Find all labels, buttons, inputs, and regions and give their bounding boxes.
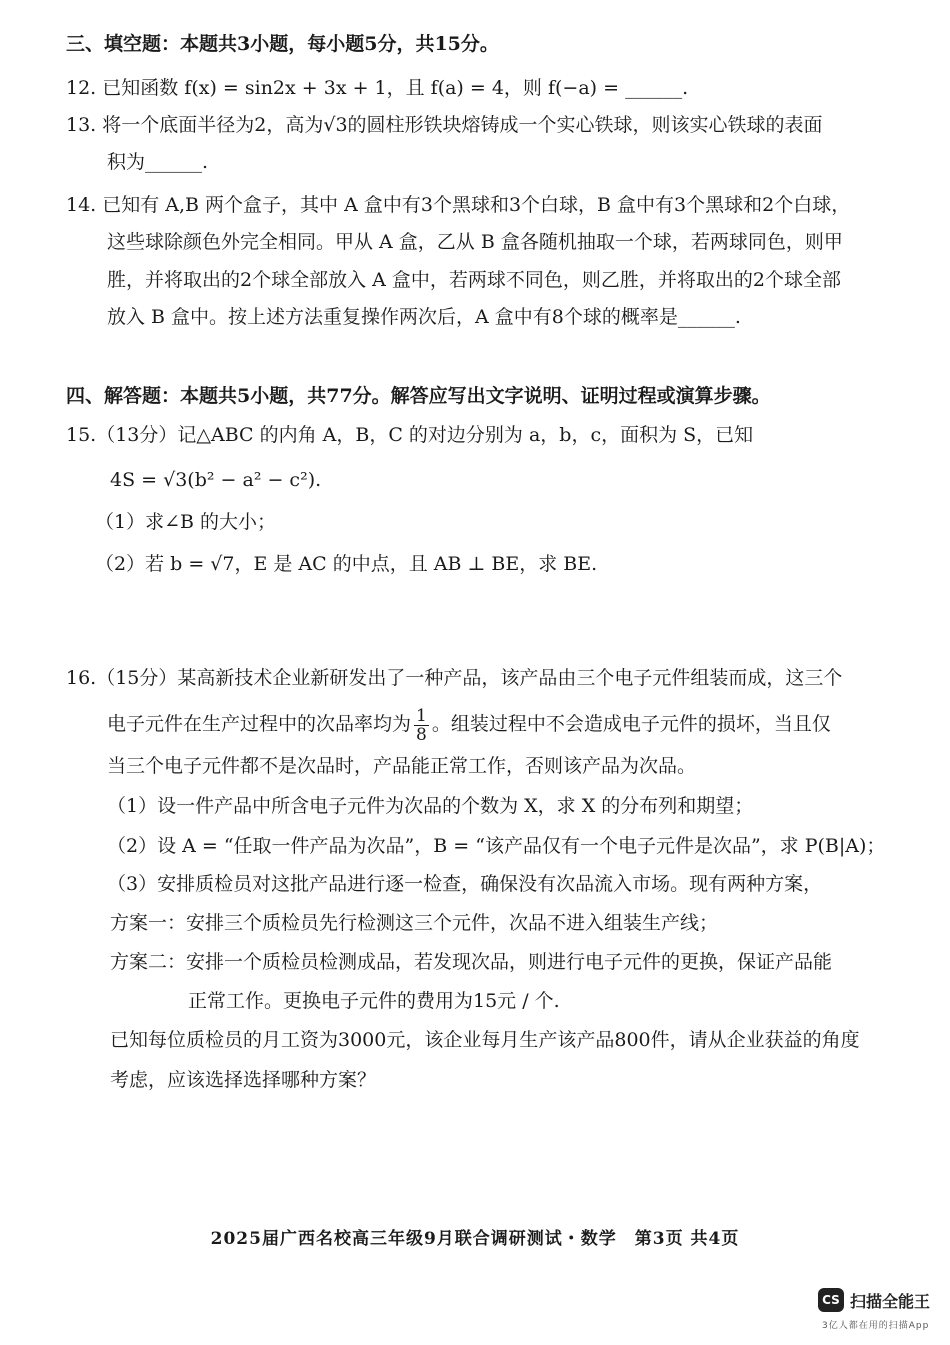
question-14-line-2: 这些球除颜色外完全相同。甲从 A 盒，乙从 B 盒各随机抽取一个球，若两球同色，则甲 [107, 231, 843, 253]
question-16-line-3: 当三个电子元件都不是次品时，产品能正常工作，否则该产品为次品。 [107, 755, 697, 777]
question-16-line-2-end: 。组装过程中不会造成电子元件的损坏，当且仅 [431, 713, 831, 735]
question-16-part-2: （2）设 A = “任取一件产品为次品”，B = “该产品仅有一个电子元件是次品”，求 P(B|A)； [107, 835, 886, 857]
question-14-line-1: 14. 已知有 A,B 两个盒子，其中 A 盒中有3个黑球和3个白球，B 盒中有3个黑球和2个白球， [66, 194, 851, 216]
question-16-part-1: （1）设一件产品中所含电子元件为次品的个数为 X，求 X 的分布列和期望； [107, 795, 754, 817]
question-16-line-2 [107, 704, 831, 744]
question-15-part-1: （1）求∠B 的大小； [95, 511, 277, 533]
scanner-watermark [818, 1288, 930, 1312]
question-16-plan-2-line-1: 方案二：安排一个质检员检测成品，若发现次品，则进行电子元件的更换，保证产品能 [110, 951, 833, 973]
camscanner-logo-icon: CS [818, 1288, 844, 1312]
section-4-heading: 四、解答题：本题共5小题，共77分。解答应写出文字说明、证明过程或演算步骤。 [66, 385, 771, 407]
watermark-app-name: 扫描全能王 [850, 1291, 931, 1311]
question-16-tail-line-1: 已知每位质检员的月工资为3000元，该企业每月生产该产品800件，请从企业获益的角度 [110, 1029, 860, 1051]
question-16-plan-2-line-2: 正常工作。更换电子元件的费用为15元 / 个. [188, 990, 560, 1012]
defect-rate-fraction [414, 707, 429, 744]
question-14-line-4: 放入 B 盒中。按上述方法重复操作两次后，A 盒中有8个球的概率是______. [107, 306, 741, 328]
question-16-part-3: （3）安排质检员对这批产品进行逐一检查，确保没有次品流入市场。现有两种方案， [107, 873, 823, 895]
question-12: 12. 已知函数 f(x) = sin2x + 3x + 1，且 f(a) = 4，则 f(−a) = ______. [66, 77, 689, 99]
question-16-line-2-start: 电子元件在生产过程中的次品率均为 [107, 713, 412, 735]
fraction-numerator: 1 [416, 705, 427, 726]
question-16-line-1: 16.（15分）某高新技术企业新研发出了一种产品，该产品由三个电子元件组装而成，这三个 [66, 667, 843, 689]
question-13-line-1: 13. 将一个底面半径为2，高为√3的圆柱形铁块熔铸成一个实心铁球，则该实心铁球的表面 [66, 114, 823, 136]
question-14-line-3: 胜，并将取出的2个球全部放入 A 盒中，若两球不同色，则乙胜，并将取出的2个球全部 [107, 269, 841, 291]
question-15-line-1: 15.（13分）记△ABC 的内角 A，B，C 的对边分别为 a，b，c，面积为 S，已知 [66, 424, 754, 446]
fraction-denominator: 8 [416, 724, 427, 745]
page-footer: 2025届广西名校高三年级9月联合调研测试・数学 第3页 共4页 [210, 1229, 740, 1249]
watermark-tagline: 3亿人都在用的扫描App [822, 1321, 930, 1331]
question-15-formula: 4S = √3(b² − a² − c²). [110, 469, 322, 491]
question-15-part-2: （2）若 b = √7，E 是 AC 的中点，且 AB ⊥ BE，求 BE. [95, 553, 598, 575]
section-3-heading: 三、填空题：本题共3小题，每小题5分，共15分。 [66, 33, 499, 55]
question-13-line-2: 积为______. [107, 151, 209, 173]
question-16-plan-1: 方案一：安排三个质检员先行检测这三个元件，次品不进入组装生产线； [110, 912, 719, 934]
question-16-tail-line-2: 考虑，应该选择选择哪种方案？ [110, 1069, 377, 1091]
